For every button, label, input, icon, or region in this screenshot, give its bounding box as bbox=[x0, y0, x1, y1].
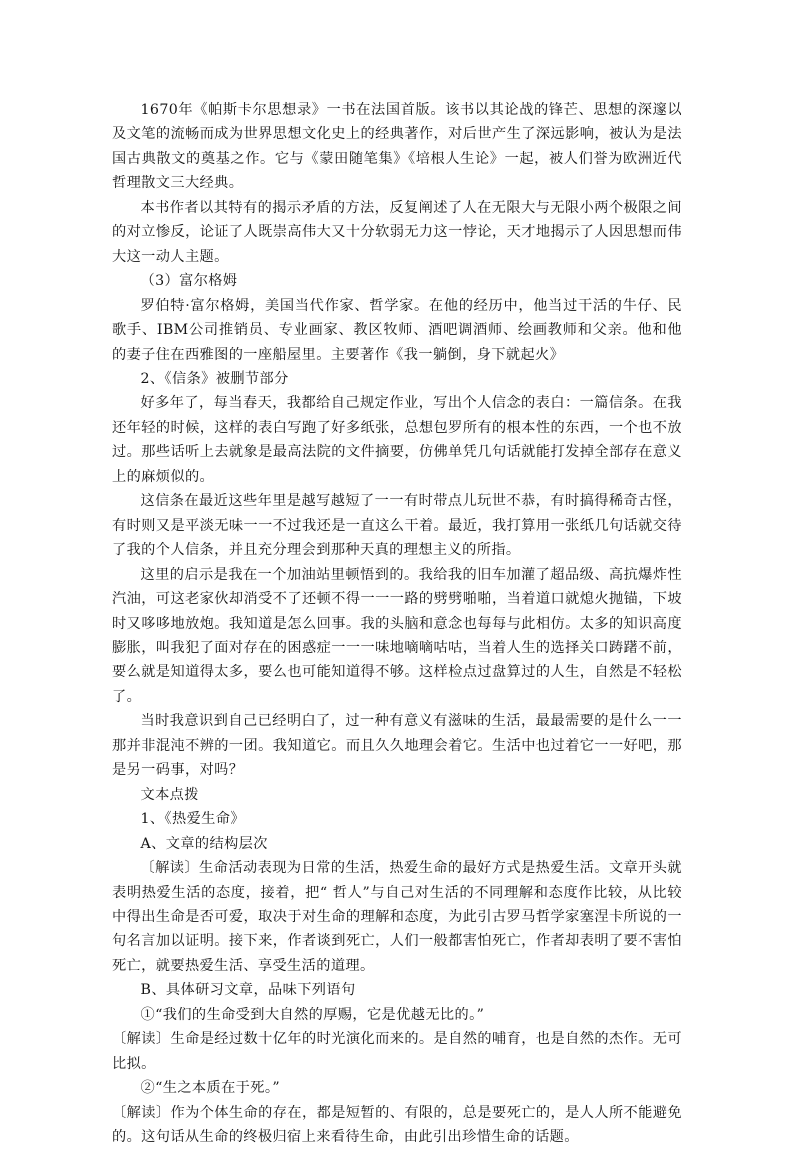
paragraph-credo-1: 好多年了，每当春天，我都给自己规定作业，写出个人信念的表白：一篇信条。在我还年轻的时候，这样的表白写跑了好多纸张，总想包罗所有的根本性的东西，一个也不放过。那些话听上去就象是最高法院的文件摘要，仿佛单凭几句话就能打发掉全部存在意义上的麻烦似的。 bbox=[112, 395, 682, 485]
heading-credo-excerpt: 2、《信条》被删节部分 bbox=[140, 370, 289, 387]
paragraph-credo-4: 当时我意识到自己已经明白了，过一种有意义有滋味的生活，最最需要的是什么一一那并非混沌不辨的一团。我知道它。而且久久地理会着它。生活中也过着它一一好吧，那是另一码事，对吗？ bbox=[112, 713, 682, 779]
paragraph-fulghum-bio: 罗伯特·富尔格姆，美国当代作家、哲学家。在他的经历中，他当过干活的牛仔、民歌手、IBM公司推销员、专业画家、教区牧师、酒吧调酒师、绘画教师和父亲。他和他的妻子住在西雅图的一座船屋里。主要著作《我一躺倒，身下就起火》 bbox=[112, 297, 682, 363]
paragraph-quote-1-reading: 〔解读〕生命是经过数十亿年的时光演化而来的。是自然的哺育，也是自然的杰作。无可比拟。 bbox=[112, 1031, 682, 1072]
heading-fulghum: （3）富尔格姆 bbox=[140, 273, 238, 290]
paragraph-pascal-theme: 本书作者以其特有的揭示矛盾的方法，反复阐述了人在无限大与无限小两个极限之间的对立惨反，论证了人既崇高伟大又十分软弱无力这一悖论，天才地揭示了人因思想而伟大这一动人主题。 bbox=[112, 199, 682, 265]
heading-love-life: 1、《热爱生命》 bbox=[140, 811, 245, 828]
paragraph-credo-3: 这里的启示是我在一个加油站里顿悟到的。我给我的旧车加灌了超品级、高抗爆炸性汽油，可这老家伙却消受不了还顿不得一一一路的劈劈啪啪，当着道口就熄火抛锚，下坡时又哆哆地放炮。我知道是怎么回事。我的头脑和意念也每每与此相仿。太多的知识高度膨胀，叫我犯了面对存在的困惑症一一一味地嘀嘀咕咕，当着人生的选择关口踌躇不前，要么就是知道得太多，要么也可能知道得不够。这样检点过盘算过的人生，自然是不轻松了。 bbox=[112, 566, 682, 705]
quote-2: ②“生之本质在于死。” bbox=[140, 1080, 280, 1097]
heading-structure: A、文章的结构层次 bbox=[140, 835, 268, 852]
quote-1: ①“我们的生命受到大自然的厚赐，它是优越无比的。” bbox=[140, 1006, 485, 1023]
heading-text-notes: 文本点拨 bbox=[140, 786, 199, 803]
paragraph-pascal-intro: 1670年《帕斯卡尔思想录》一书在法国首版。该书以其论战的锋芒、思想的深邃以及文笔的流畅而成为世界思想文化史上的经典著作，对后世产生了深远影响，被认为是法国古典散文的奠基之作。它与《蒙田随笔集》《培根人生论》一起，被人们誉为欧洲近代哲理散文三大经典。 bbox=[112, 102, 682, 192]
document-page bbox=[112, 98, 682, 1149]
heading-sentence-study: B、具体研习文章，品味下列语句 bbox=[140, 982, 356, 999]
paragraph-structure-reading: 〔解读〕生命活动表现为日常的生活，热爱生命的最好方式是热爱生活。文章开头就表明热爱生活的态度，接着，把“ 哲人”与自己对生活的不同理解和态度作比较，从比较中得出生命是否可爱，取决于对生命的理解和态度，为此引古罗马哲学家塞涅卡所说的一句名言加以证明。接下来，作者谈到死亡，人们一般都害怕死亡，作者却表明了要不害怕死亡，就要热爱生活、享受生活的道理。 bbox=[112, 860, 682, 974]
paragraph-quote-2-reading: 〔解读〕作为个体生命的存在，都是短暂的、有限的，总是要死亡的，是人人所不能避免的。这句话从生命的终极归宿上来看待生命，由此引出珍惜生命的话题。 bbox=[112, 1104, 682, 1146]
paragraph-credo-2: 这信条在最近这些年里是越写越短了一一有时带点儿玩世不恭，有时搞得稀奇古怪，有时则又是平淡无味一一不过我还是一直这么干着。最近，我打算用一张纸几句话就交待了我的个人信条，并且充分理会到那种天真的理想主义的所指。 bbox=[112, 493, 682, 559]
